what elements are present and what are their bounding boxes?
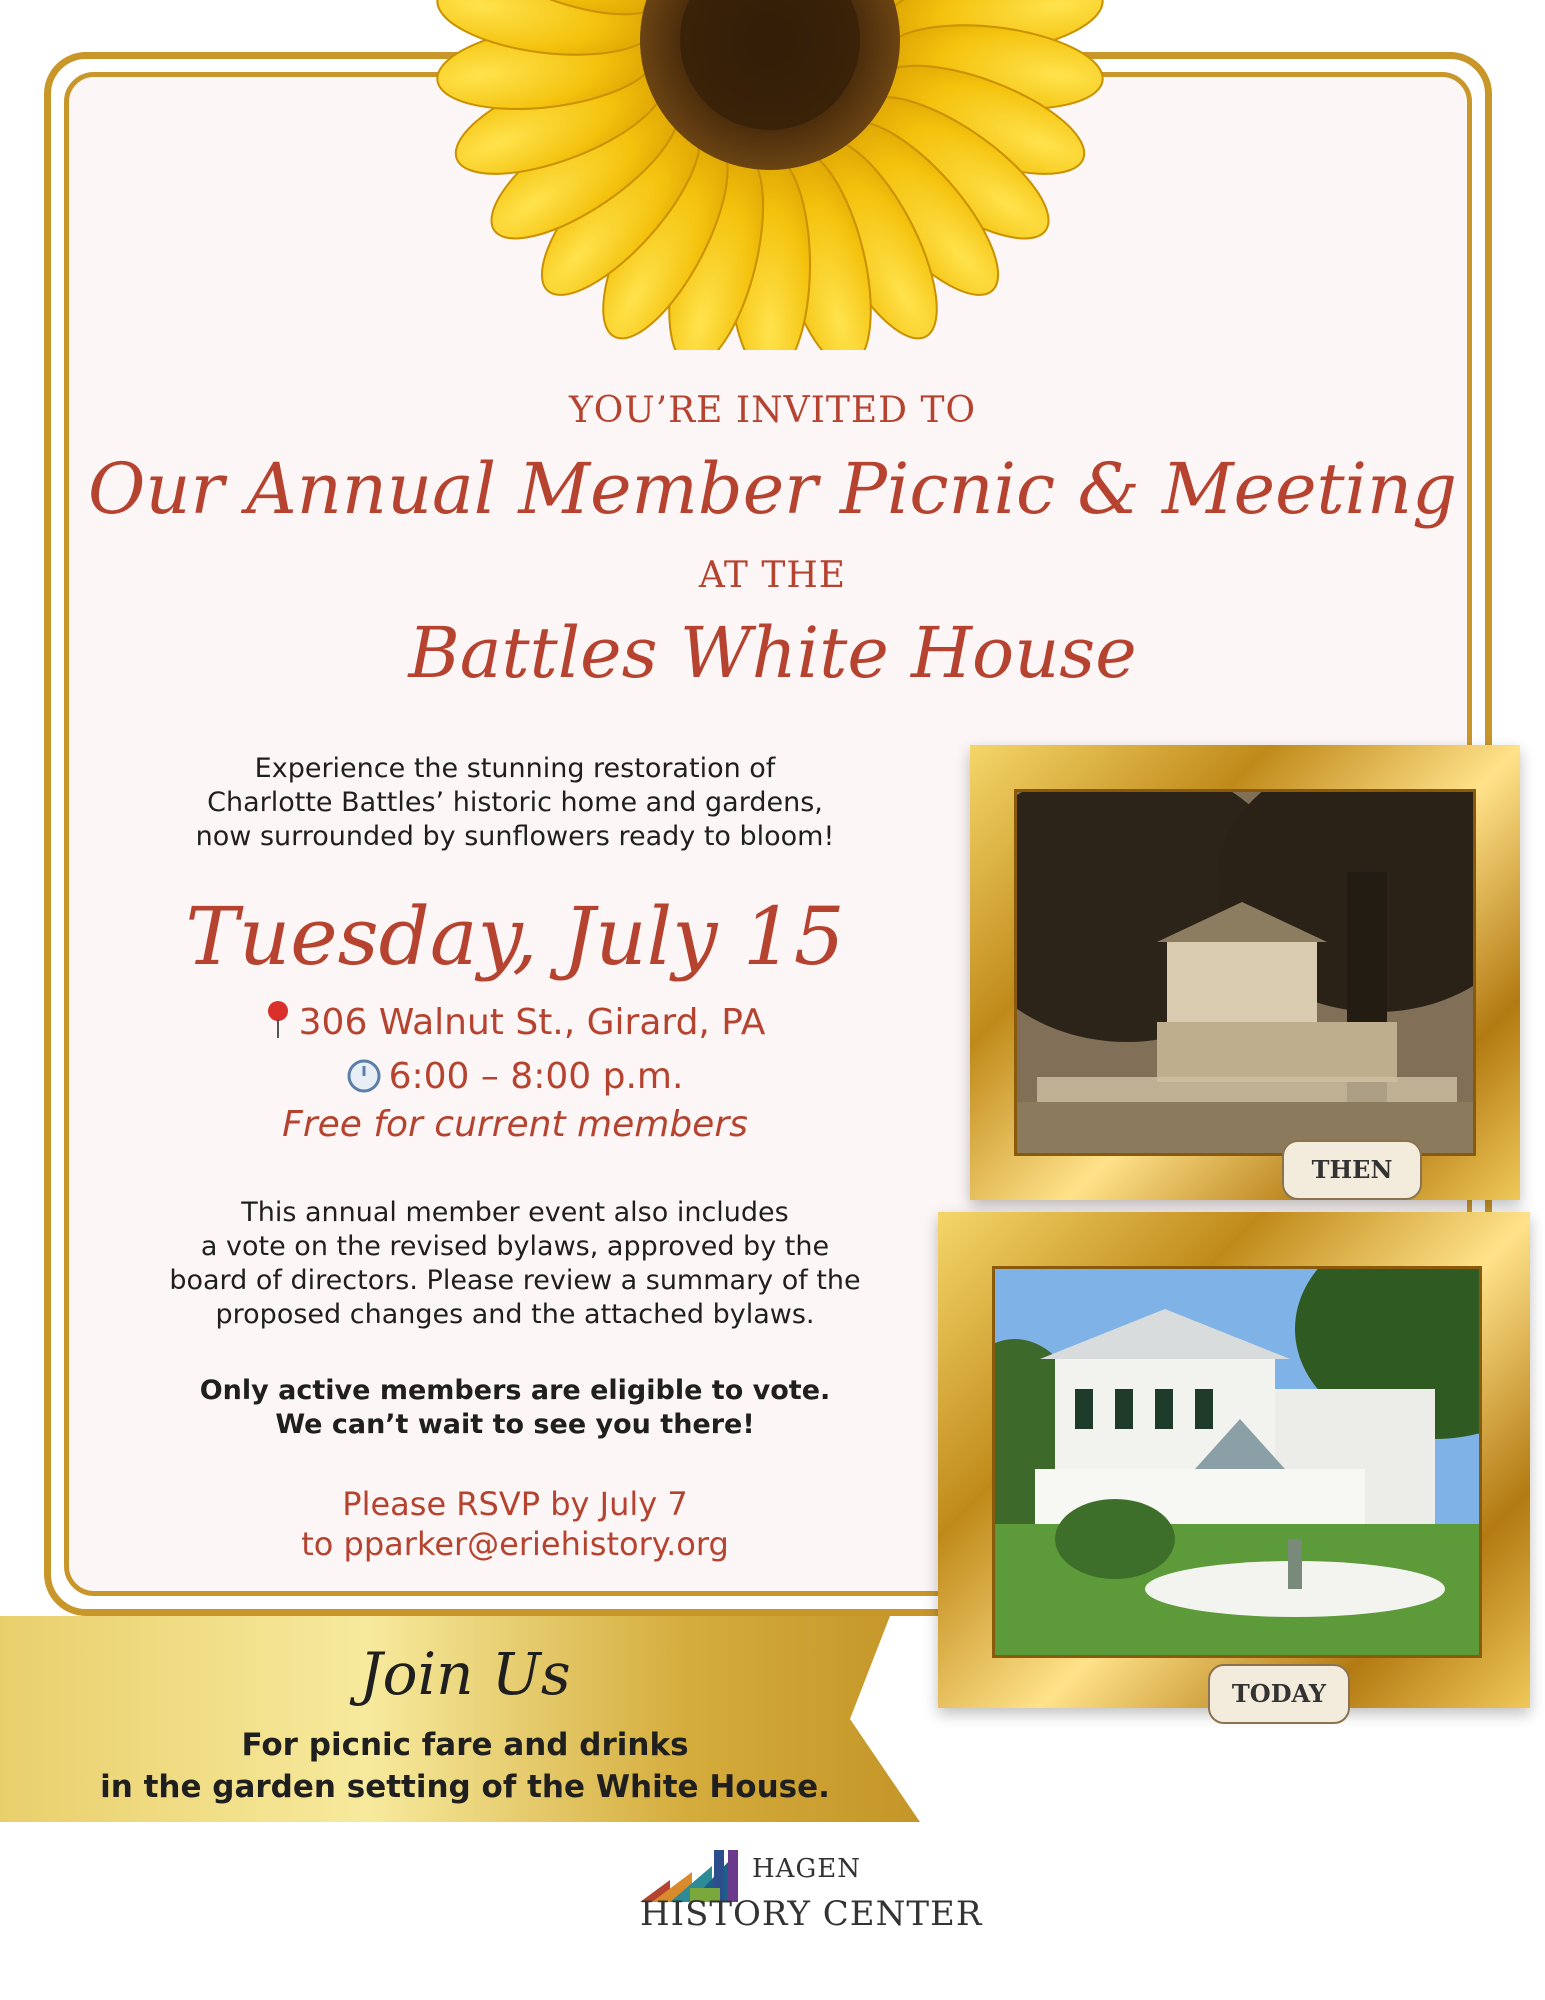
note-line: Only active members are eligible to vote. xyxy=(199,1375,831,1406)
address-text: 306 Walnut St., Girard, PA xyxy=(298,1002,766,1043)
today-label: TODAY xyxy=(1208,1664,1350,1724)
banner-text xyxy=(0,1724,930,1808)
rsvp-line: Please RSVP by July 7 xyxy=(342,1485,688,1523)
event-title: Our Annual Member Picnic & Meeting xyxy=(88,448,1457,530)
rsvp-line[interactable]: to pparker@eriehistory.org xyxy=(301,1525,729,1563)
today-photo-frame xyxy=(938,1212,1530,1708)
sunflower-image xyxy=(420,0,1120,350)
rsvp-text xyxy=(100,1484,930,1564)
join-us-script: Join Us xyxy=(359,1640,571,1708)
event-address xyxy=(100,1000,930,1043)
note-line: We can’t wait to see you there! xyxy=(275,1409,755,1440)
details-line: a vote on the revised bylaws, approved by the xyxy=(200,1231,830,1262)
intro-line: Charlotte Battles’ historic home and gardens, xyxy=(207,787,823,818)
map-pin-icon xyxy=(265,1000,291,1040)
details-line: board of directors. Please review a summary of the xyxy=(169,1265,861,1296)
then-photo-frame xyxy=(970,745,1520,1200)
intro-text xyxy=(100,752,930,854)
details-text xyxy=(100,1196,930,1332)
time-text: 6:00 – 8:00 p.m. xyxy=(388,1056,684,1097)
logo-line1: HAGEN xyxy=(752,1854,861,1884)
invite-heading: YOU’RE INVITED TO xyxy=(569,390,976,431)
event-price: Free for current members xyxy=(282,1104,748,1145)
logo-line2: HISTORY CENTER xyxy=(640,1894,983,1934)
then-label: THEN xyxy=(1282,1140,1422,1200)
details-line: proposed changes and the attached bylaws. xyxy=(215,1299,815,1330)
banner-line: in the garden setting of the White House. xyxy=(100,1769,830,1805)
banner-line: For picnic fare and drinks xyxy=(241,1727,689,1763)
hagen-history-center-logo xyxy=(640,1842,1000,1962)
at-the-label: AT THE xyxy=(698,555,847,596)
intro-line: now surrounded by sunflowers ready to bloom! xyxy=(195,821,835,852)
event-time xyxy=(100,1056,930,1097)
clock-icon xyxy=(347,1059,381,1093)
venue-title: Battles White House xyxy=(408,612,1137,694)
then-photo xyxy=(1017,792,1473,1153)
event-date: Tuesday, July 15 xyxy=(185,890,845,983)
details-line: This annual member event also includes xyxy=(241,1197,789,1228)
today-photo xyxy=(995,1269,1479,1655)
intro-line: Experience the stunning restoration of xyxy=(254,753,776,784)
eligibility-note xyxy=(100,1374,930,1442)
